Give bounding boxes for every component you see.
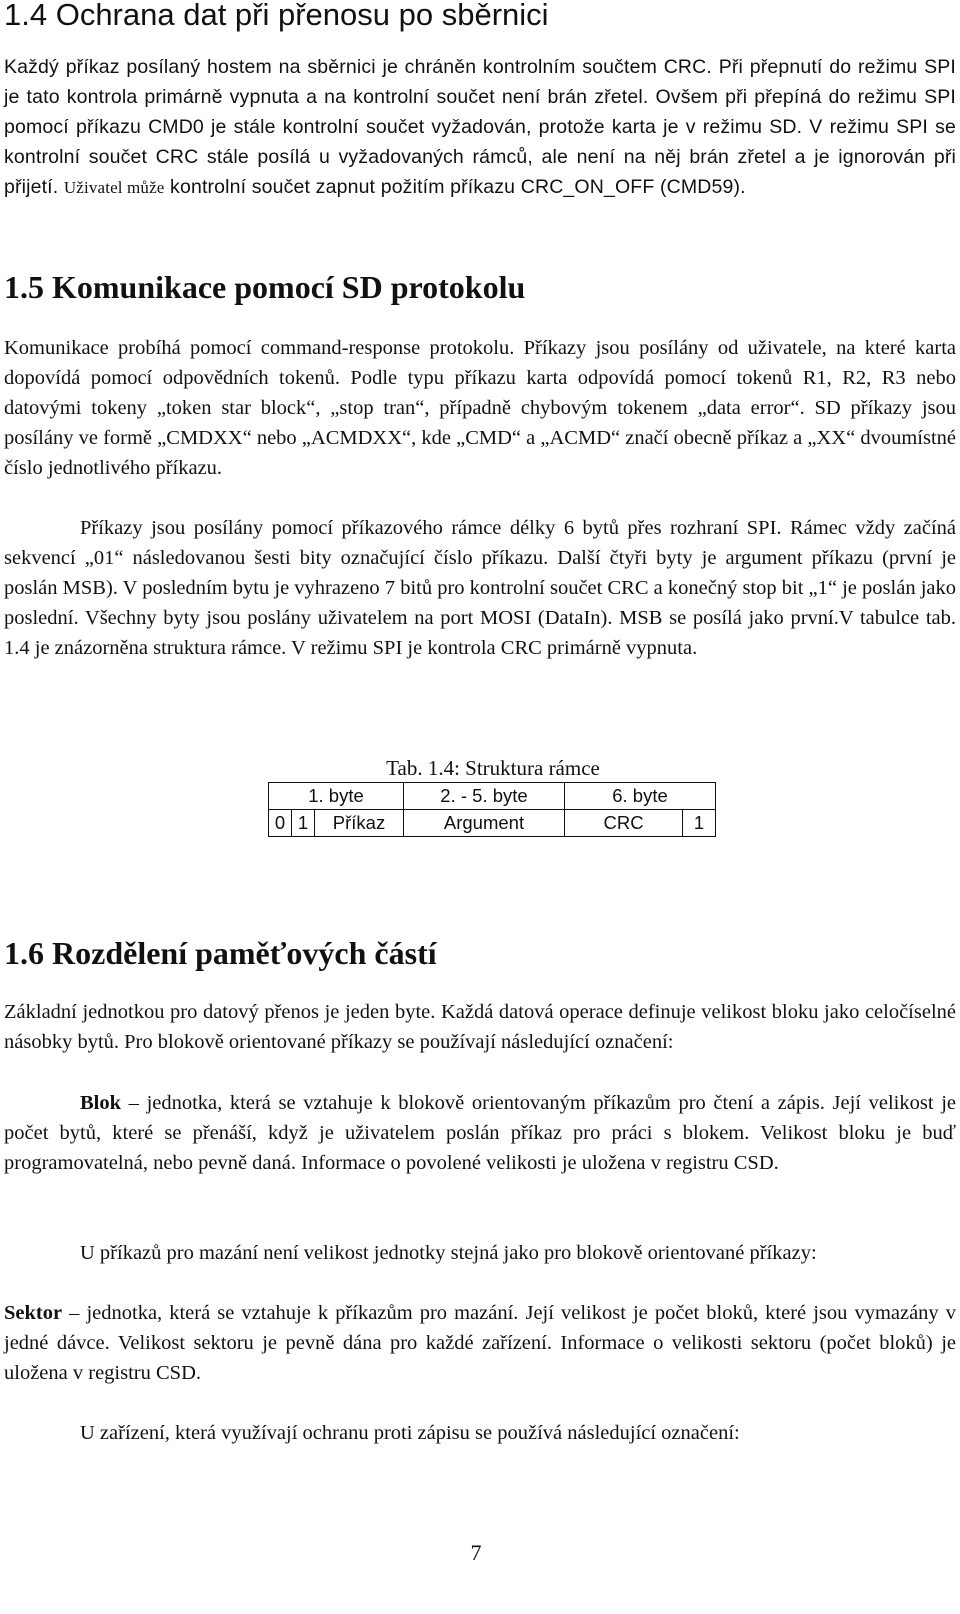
table-cell: 0 <box>269 810 292 837</box>
term-blok: Blok <box>80 1092 122 1114</box>
paragraph-crc-part4: kontrolní součet zapnut požitím příkazu CRC_ON_OFF (CMD59). <box>164 176 746 198</box>
paragraph-crc-user: Uživatel může <box>63 178 165 197</box>
table-cell: Příkaz <box>315 810 404 837</box>
table-row <box>269 810 716 837</box>
text-blok: – jednotka, která se vztahuje k blokově orientovaným příkazům pro čtení a zápis. Její velikost je počet bytů, které se přenáší, když je uživatelem poslán příkaz pro práci s blokem. Velikost bloku je buď programovatelná, nebo pevně daná. Informace o povolené velikosti je uložena v registru CSD. <box>4 1092 956 1174</box>
frame-structure-table <box>268 782 716 837</box>
table-header-cell: 1. byte <box>269 783 404 810</box>
paragraph-data-unit: Základní jednotkou pro datový přenos je jeden byte. Každá datová operace definuje velikost bloku jako celočíselné násobky bytů. Pro blokově orientované příkazy se používají následující označení: <box>4 1001 956 1053</box>
term-sektor: Sektor <box>4 1302 63 1324</box>
paragraph-write-protect: U zařízení, která využívají ochranu proti zápisu se používá následující označení: <box>80 1422 740 1444</box>
section-heading-1-6: 1.6 Rozdělení paměťových částí <box>4 935 437 971</box>
paragraph-erase: U příkazů pro mazání není velikost jednotky stejná jako pro blokově orientované příkazy: <box>80 1242 817 1264</box>
frame-table-block <box>4 754 956 837</box>
paragraph-crc-part2: Ovšem při přepíná do režimu SPI pomocí příkazu CMD0 je stále kontrolní součet vyžadován, protože karta je v režimu SD. V režimu SPI se kontrolní součet CRC stále posílá u vyžadovaných rámců, ale není na něj brán zřetel a je ignorován při přijetí. <box>4 86 956 198</box>
table-cell: Argument <box>404 810 565 837</box>
text-sektor: – jednotka, která se vztahuje k příkazům pro mazání. Její velikost je počet bloků, které jsou vymazány v jedné dávce. Velikost sektoru je pevně dána pro každé zařízení. Informace o velikosti sektoru (počet bloků) je uložena v registru CSD. <box>4 1302 956 1384</box>
page-number: 7 <box>470 1540 482 1565</box>
section-heading-1-5: 1.5 Komunikace pomocí SD protokolu <box>4 269 526 305</box>
paragraph-command-frame: Příkazy jsou posílány pomocí příkazového rámce délky 6 bytů přes rozhraní SPI. Rámec vždy začíná sekvencí „01“ následovanou šesti bity označující číslo příkazu. Další čtyři byty je argument příkazu (první je poslán MSB). V posledním bytu je vyhrazeno 7 bitů pro kontrolní součet CRC a konečný stop bit „1“ je poslán jako poslední. Všechny byty jsou poslány uživatelem na port MOSI (DataIn). MSB se posílá jako první.V tabulce tab. 1.4 je znázorněna struktura rámce. V režimu SPI je kontrola CRC primárně vypnuta. <box>4 517 956 659</box>
table-header-cell: 2. - 5. byte <box>404 783 565 810</box>
table-header-row <box>269 783 716 810</box>
table-caption: Tab. 1.4: Struktura rámce <box>386 756 600 780</box>
paragraph-blok <box>4 1088 956 1178</box>
table-cell: 1 <box>683 810 716 837</box>
table-cell: CRC <box>565 810 683 837</box>
paragraph-sd-protocol: Komunikace probíhá pomocí command-response protokolu. Příkazy jsou posílány od uživatele, na které karta dopovídá pomocí odpovědních tokenů. Podle typu příkazu karta odpovídá pomocí tokenů R1, R2, R3 nebo datovými tokeny „token star block“, „stop tran“, případně chybovým tokenem „data error“. SD příkazy jsou posílány ve formě „CMDXX“ nebo „ACMDXX“, kde „CMD“ a „ACMD“ značí obecně příkaz a „XX“ dvoumístné číslo jednotlivého příkazu. <box>4 337 956 479</box>
paragraph-crc-part1: Každý příkaz posílaný hostem na sběrnici je chráněn kontrolním součtem CRC. Při přepnutí do režimu SPI je tato kontrola primárně vypnuta a na kontrolní součet není brán zřetel. <box>4 56 956 108</box>
paragraph-crc-protection <box>4 52 956 203</box>
table-cell: 1 <box>292 810 315 837</box>
table-header-cell: 6. byte <box>565 783 716 810</box>
section-heading-1-4: 1.4 Ochrana dat při přenosu po sběrnici <box>4 0 549 32</box>
paragraph-sektor <box>4 1298 956 1388</box>
